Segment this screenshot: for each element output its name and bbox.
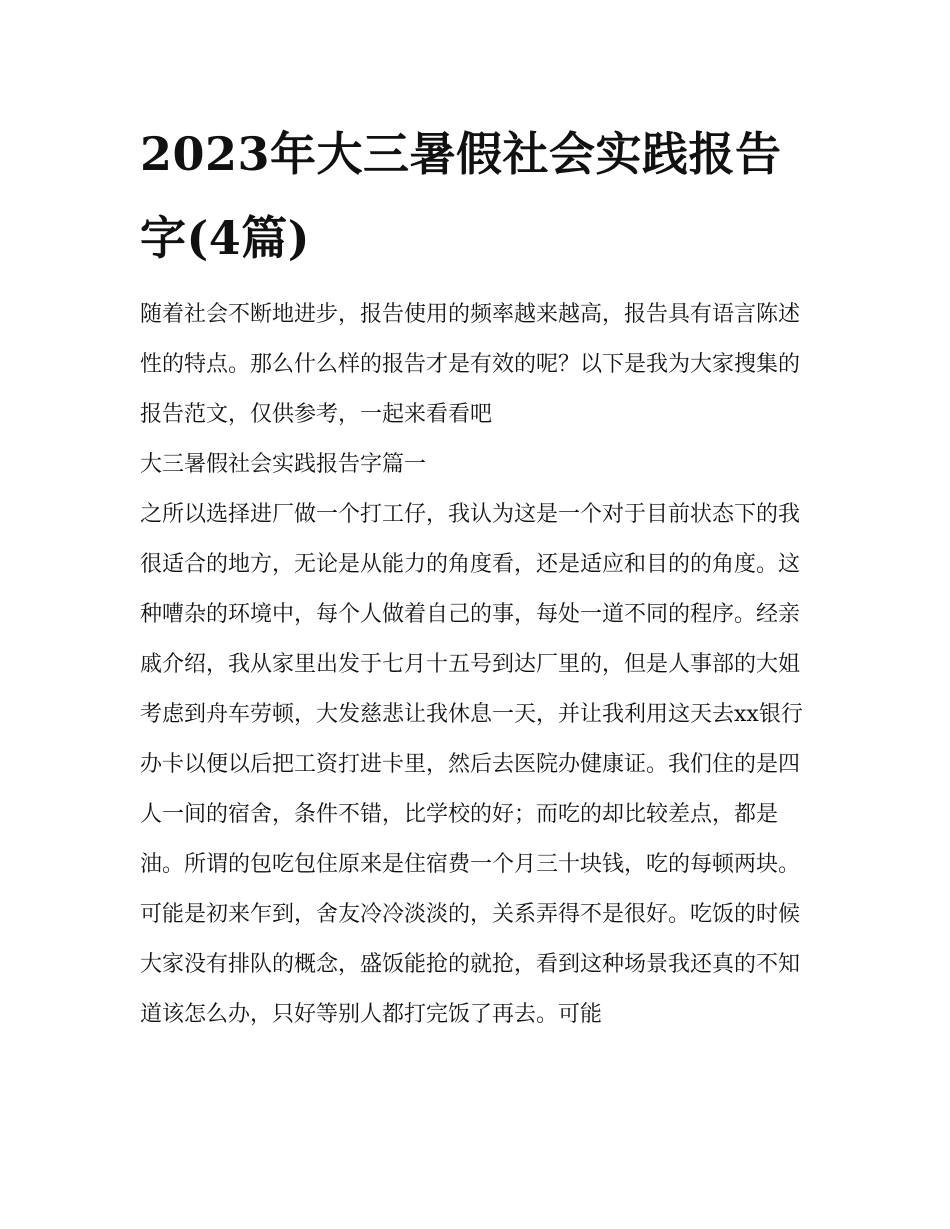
body-paragraph-2: 可能是初来乍到，舍友冷冷淡淡的，关系弄得不是很好。吃饭的时候大家没有排队的概念，盛饭能抢的就抢，看到这种场景我还真的不知道该怎么办，只好等别人都打完饭了再去。可能 bbox=[140, 902, 801, 1027]
document-page bbox=[140, 112, 812, 1040]
section-heading: 大三暑假社会实践报告字篇一 bbox=[140, 452, 427, 477]
body-paragraph-1: 之所以选择进厂做一个打工仔，我认为这是一个对于目前状态下的我很适合的地方，无论是从能力的角度看，还是适应和目的的角度。这种嘈杂的环境中，每个人做着自己的事，每处一道不同的程序。经亲戚介绍，我从家里出发于七月十五号到达厂里的，但是人事部的大姐考虑到舟车劳顿，大发慈悲让我休息一天，并让我利用这天去xx银行办卡以便以后把工资打进卡里，然后去医院办健康证。我们住的是四人一间的宿舍，条件不错，比学校的好；而吃的却比较差点，都是油。所谓的包吃包住原来是住宿费一个月三十块钱，吃的每顿两块。 bbox=[140, 502, 803, 877]
intro-paragraph: 随着社会不断地进步，报告使用的频率越来越高，报告具有语言陈述性的特点。那么什么样的报告才是有效的呢？以下是我为大家搜集的报告范文，仅供参考，一起来看看吧 bbox=[140, 302, 801, 427]
document-title: 2023年大三暑假社会实践报告字(4篇) bbox=[140, 127, 782, 265]
